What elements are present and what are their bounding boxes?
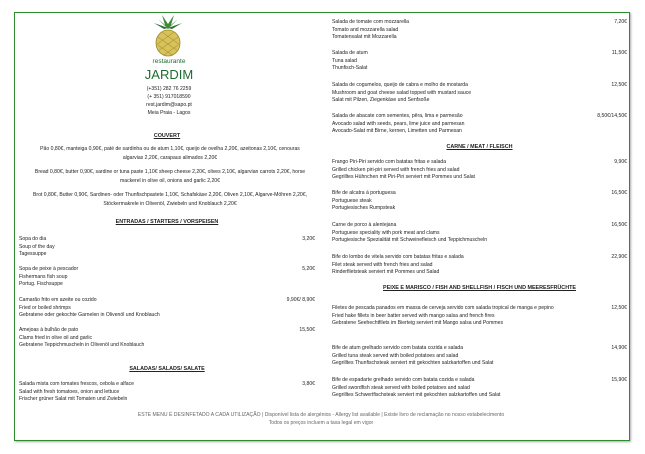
menu-item: Sopa de peixe à pescador Fishermans fish soup Portug. Fischsuppe 5,20€ (19, 266, 315, 288)
price: 7,20€ (614, 19, 627, 25)
menu-item: Salada de abacate com sementes, pêra, lima e parmesão Avocado salad with seeds, pears, lime juice and parmesan Avocado-Salat mit Birne, kernen, Limetten und Parmesan 8,50€/14,50€ (332, 113, 627, 135)
price: 15,50€ (299, 327, 315, 333)
footer-notice: ESTE MENU É DESINFETADO A CADA UTILIZAÇÃO | Disponível lista de alergénios - Allergy list available | Existe livro de reclamação no nosso estabelecimento (137, 412, 505, 418)
menu-item: Salada de atum Tuna salad Thunfisch-Salat 11,50€ (332, 50, 627, 72)
menu-item: Filetes de pescada panados em massa de cerveja servido com salada tropical de manga e pepino Fried hake fillets in beer batter served with mango salsa and french fires Gebratene Seehechtfilets im Bierteig serviert mit Mango salsa und Pommes 12,50€ (332, 305, 627, 327)
entradas-heading: ENTRADAS / STARTERS / VORSPEISEN (115, 219, 219, 225)
peixe-heading: PEIXE E MARISCO / FISH AND SHELLFISH / FISCH UND MEERESFRÜCHTE (383, 285, 576, 291)
couvert-pt: Pão 0,80€, manteiga 0,90€, paté de sardinha ou de atum 1,10€, queijo de ovelha 2,20€, azeitonas 2,10€, cenouras algarvias 2,20€, carapaus alimados 2,20€ (40, 146, 300, 161)
saladas-heading: SALADAS/ SALADS/ SALATE (129, 366, 205, 372)
pineapple-logo-icon (150, 15, 186, 57)
menu-item: Amejoas à bulhão de pato Clams fried in olive oil and garlic Gebratene Teppichmuscheln in Olivenöl und Knoblauch 15,50€ (19, 327, 315, 349)
menu-item: Bife de espadarte grelhado servido com batata cozida e salada Grilled swordfish steak served with boiled potatoes and salad Gegrilltes Schwertfischsteak serviert mit gekochten salzkartoffen und Salat 15,90€ (332, 377, 627, 399)
menu-item: Salada de cogumelos, queijo de cabra e molho de mostarda Mushroom and goat cheese salad topped with mustard sauce Salat mit Pilzen, Ziegenkäse und Senfsoße 12,50€ (332, 82, 627, 104)
menu-item: Camarão frito em azeite ou cozido Fried or boiled shrimps Gebratene oder gekochte Garnelen in Olivenöl und Knoblauch 9,90€/ 8,90€ (19, 297, 315, 319)
carne-heading: CARNE / MEAT / FLEISCH (446, 144, 513, 150)
price: 8,50€/14,50€ (597, 113, 627, 119)
menu-item: Carne de porco à alentejana Portuguese speciality with pork meat and clams Portugiesische Spezialität mit Schweinefleisch und Teppichmuscheln 16,50€ (332, 222, 627, 244)
phone-1: (+351) 282 76 2259 (146, 86, 192, 92)
couvert-en: Bread 0,80€, butter 0,90€, sardine or tuna paste 1,10€ sheep cheese 2,20€, olives 2,10€, algarvian carrots 2,20€, horse mackerel in olive oil, onions and garlic 2,20€ (34, 169, 306, 184)
menu-item: Bife de alcatra à portuguesa Portuguese steak Portugiesisches Rumpsteak 16,50€ (332, 190, 627, 212)
price: 5,20€ (302, 266, 315, 272)
price: 22,90€ (611, 254, 627, 260)
brand-name: JARDIM (144, 67, 194, 82)
price: 14,90€ (611, 345, 627, 351)
price: 12,50€ (611, 305, 627, 311)
price: 9,90€ (614, 159, 627, 165)
price: 12,50€ (611, 82, 627, 88)
email: rest.jardim@sapo.pt (146, 102, 192, 108)
menu-item: Salada mista com tomates frescos, cebola e alface Salad with fresh tomatoes, onion and lettuce Frischer grüner Salat mit Tomaten und Zwiebeln 3,80€ (19, 381, 315, 403)
couvert-heading: COUVERT (153, 133, 181, 139)
phone-2: (+ 351) 917018590 (147, 94, 191, 100)
price: 16,50€ (611, 190, 627, 196)
price: 9,90€/ 8,90€ (286, 297, 315, 303)
menu-item: Bife do lombo de vitela servido com batatas fritas e salada Filet steak served with french fries and salad Rinderfiletsteak serviert mit Pommes und Salad 22,90€ (332, 254, 627, 276)
menu-item: Bife de atum grelhado servido com batata cozida e salada Grilled tuna steak served with boiled potatoes and salad Gegrilltes Thunfischsteak serviert mit gekochten salzkartoffen und Salat 14,90€ (332, 345, 627, 367)
address: Meia Praia - Lagos (147, 110, 191, 116)
menu-item: Frango Piri-Piri servido com batatas fritas e salada Grilled chicken piri-piri served with french fries and salad Gegrilltes Hühnchen mit Piri-Piri serviert mit Pommes und Salat 9,90€ (332, 159, 627, 181)
couvert-de: Brot 0,80€, Butter 0,90€, Sardinen- oder Thunfischpastete 1,10€, Schafskäse 2,20€, Oliven 2,10€, Algarve-Möhren 2,20€, Stöckermakrele in Olivenöl, Zwiebeln und Knoblauch 2,20€ (32, 192, 307, 207)
price: 3,80€ (302, 381, 315, 387)
brand-small: restaurante (152, 58, 186, 65)
menu-item: Salada de tomate com mozzarella Tomato and mozzarella salad Tomatensalat mit Mozzarella 7,20€ (332, 19, 627, 41)
price: 11,50€ (611, 50, 627, 56)
menu-item: Sopa do dia Soup of the day Tagessuppe 3,20€ (19, 236, 315, 258)
price: 3,20€ (302, 236, 315, 242)
price: 15,90€ (611, 377, 627, 383)
footer-taxes: Todos os preços incluem a taxa legal em vigor (268, 420, 374, 426)
price: 16,50€ (611, 222, 627, 228)
